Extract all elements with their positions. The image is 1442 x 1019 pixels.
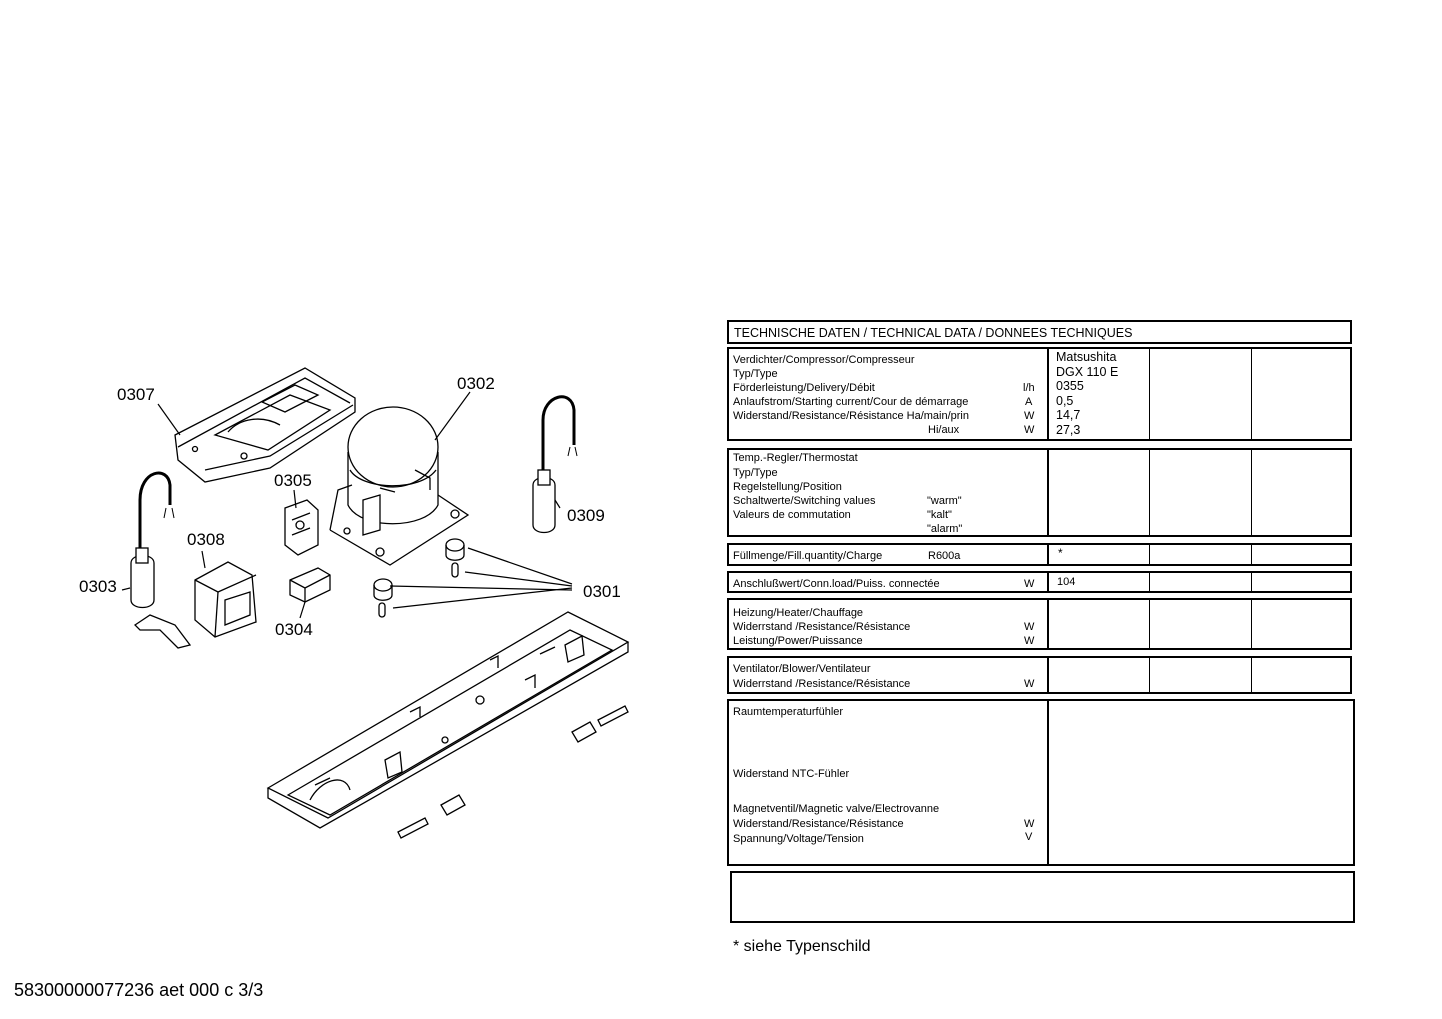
thermostat-position-label: Regelstellung/Position <box>733 481 842 493</box>
fan-label: Ventilator/Blower/Ventilateur <box>733 663 871 675</box>
part-0305-relay <box>285 500 318 555</box>
col-divider <box>1251 545 1252 564</box>
col-divider <box>1149 658 1150 692</box>
col-divider <box>1149 600 1150 648</box>
switching-kalt: "kalt" <box>927 509 952 521</box>
load-unit: W <box>1024 578 1035 590</box>
load-label: Anschlußwert/Conn.load/Puiss. connectée <box>733 578 940 590</box>
label-0303: 0303 <box>79 577 117 596</box>
part-0307-tray <box>175 368 355 482</box>
compressor-brand-value: Matsushita <box>1056 350 1117 364</box>
col-divider <box>1047 349 1049 439</box>
fan-resistance-label: Widerrstand /Resistance/Résistance <box>733 678 911 690</box>
document-code: 58300000077236 aet 000 c 3/3 <box>14 980 264 1000</box>
switching-values-label: Schaltwerte/Switching values <box>733 495 876 507</box>
label-0304: 0304 <box>275 620 313 639</box>
label-0301: 0301 <box>583 582 621 601</box>
thermostat-type-label: Typ/Type <box>733 467 778 479</box>
starting-current-unit: A <box>1025 396 1033 408</box>
compressor-type-value: DGX 110 E <box>1056 364 1119 379</box>
part-0303-capacitor <box>131 473 174 608</box>
col-divider <box>1251 573 1252 591</box>
label-0307: 0307 <box>117 385 155 404</box>
charge-value: * <box>1058 546 1063 560</box>
col-divider <box>1047 658 1049 692</box>
valve-label: Magnetventil/Magnetic valve/Electrovanne <box>733 803 940 815</box>
valve-resistance-label: Widerstand/Resistance/Résistance <box>733 818 904 830</box>
table-title-box <box>727 320 1352 344</box>
valve-resistance-unit: W <box>1024 818 1035 830</box>
heater-block <box>727 598 1352 650</box>
load-block <box>727 571 1352 593</box>
col-divider <box>1047 701 1049 864</box>
parts-diagram <box>0 0 720 900</box>
col-divider <box>1149 573 1150 591</box>
compressor-label: Verdichter/Compressor/Compresseur <box>733 354 915 366</box>
heater-resistance-label: Widerrstand /Resistance/Résistance <box>733 621 911 633</box>
col-divider <box>1047 600 1049 648</box>
charge-block <box>727 543 1352 566</box>
label-0302: 0302 <box>457 374 495 393</box>
heater-power-label: Leistung/Power/Puissance <box>733 635 863 647</box>
col-divider <box>1047 450 1049 535</box>
col-divider <box>1251 349 1252 439</box>
resistance-aux-label: Hi/aux <box>928 424 960 436</box>
resistance-aux-value: 27,3 <box>1056 422 1081 437</box>
resistance-aux-unit: W <box>1024 424 1035 436</box>
load-value: 104 <box>1057 576 1076 588</box>
col-divider <box>1251 600 1252 648</box>
ntc-sensor-label: Widerstand NTC-Fühler <box>733 768 850 780</box>
room-sensor-label: Raumtemperaturfühler <box>733 706 844 718</box>
col-divider <box>1047 573 1049 591</box>
col-divider <box>1251 450 1252 535</box>
delivery-label: Förderleistung/Delivery/Débit <box>733 382 875 394</box>
table-title: TECHNISCHE DATEN / TECHNICAL DATA / DONNEES TECHNIQUES <box>734 326 1133 340</box>
label-0308: 0308 <box>187 530 225 549</box>
col-divider <box>1047 545 1049 564</box>
label-0305: 0305 <box>274 471 312 490</box>
valve-voltage-unit: V <box>1025 831 1033 843</box>
fan-resistance-unit: W <box>1024 678 1035 690</box>
delivery-unit: l/h <box>1023 382 1035 394</box>
switching-warm: "warm" <box>927 495 962 507</box>
col-divider <box>1251 658 1252 692</box>
col-divider <box>1149 450 1150 535</box>
heater-power-unit: W <box>1024 635 1035 647</box>
commutation-label: Valeurs de commutation <box>733 509 851 521</box>
footnote: * siehe Typenschild <box>733 938 871 955</box>
part-0304-protector <box>290 568 330 602</box>
delivery-value: 0355 <box>1056 379 1084 393</box>
notes-box <box>730 871 1355 923</box>
compressor-type-label: Typ/Type <box>733 368 778 380</box>
compressor-block <box>727 347 1352 441</box>
charge-label: Füllmenge/Fill.quantity/Charge <box>733 550 883 562</box>
heater-label: Heizung/Heater/Chauffage <box>733 607 864 619</box>
starting-current-label: Anlaufstrom/Starting current/Cour de démarrage <box>733 396 969 408</box>
switching-alarm: "alarm" <box>927 523 963 535</box>
valve-voltage-label: Spannung/Voltage/Tension <box>733 833 864 845</box>
col-divider <box>1149 545 1150 564</box>
resistance-main-unit: W <box>1024 410 1035 422</box>
part-base-frame <box>268 612 628 828</box>
starting-current-value: 0,5 <box>1056 393 1074 408</box>
sensor-block <box>727 699 1355 866</box>
resistance-main-label: Widerstand/Resistance/Résistance Ha/main/prin <box>733 410 969 422</box>
label-0309: 0309 <box>567 506 605 525</box>
thermostat-block <box>727 448 1352 537</box>
col-divider <box>1149 349 1150 439</box>
heater-resistance-unit: W <box>1024 621 1035 633</box>
fan-block <box>727 656 1352 694</box>
resistance-main-value: 14,7 <box>1056 408 1081 422</box>
thermostat-label: Temp.-Regler/Thermostat <box>733 452 858 464</box>
charge-refrigerant: R600a <box>928 550 961 562</box>
leader-lines <box>122 392 572 618</box>
